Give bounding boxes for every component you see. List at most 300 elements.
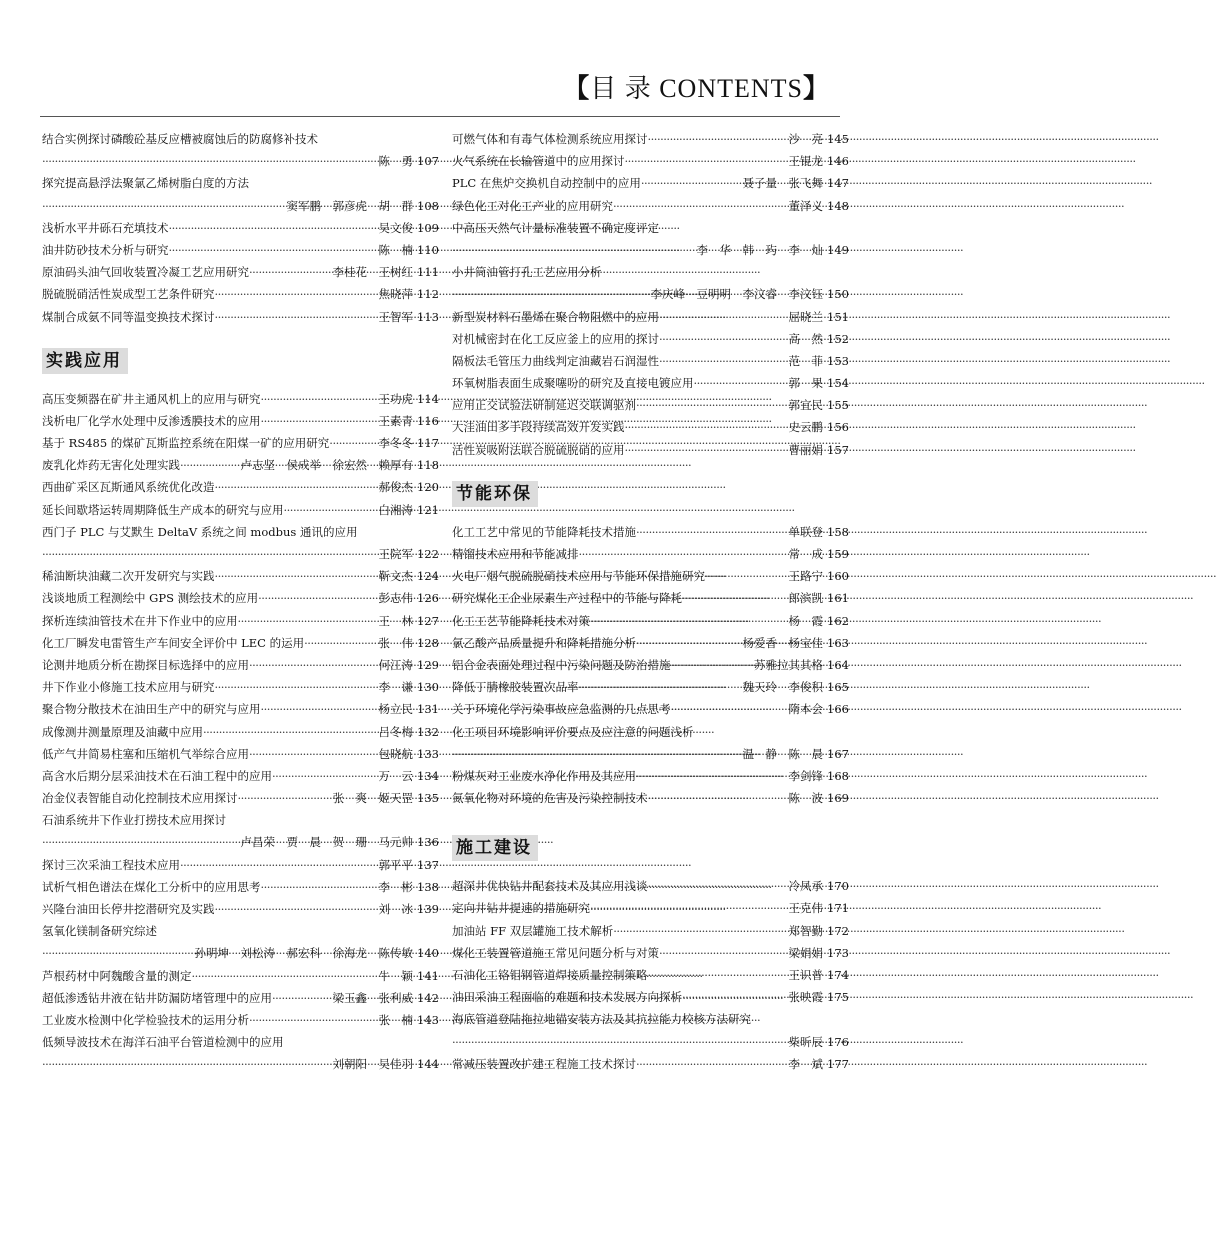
entry-title: 应用正交试验法研制延迟交联调驱剂 [452,398,636,413]
entry-page: 124 [417,569,439,584]
entry-page: 144 [417,1057,439,1072]
contents-title: 目 录 CONTENTS [590,74,803,103]
toc-entry[interactable] [42,721,439,743]
entry-page: 116 [417,413,439,428]
practice-list [42,388,439,1076]
leader-dots [636,765,787,787]
toc-entry[interactable] [452,676,849,698]
toc-entry[interactable] [452,283,849,305]
entry-authors: 李桂花 王树红 [332,265,414,280]
leader-dots [215,898,377,920]
leader-dots [215,476,377,498]
entry-authors: 隋本会 [788,702,824,717]
entry-authors: 张映霞 [788,990,824,1005]
leader-dots [42,195,285,217]
toc-entry[interactable] [42,787,439,809]
entry-authors: 范 菲 [788,353,824,368]
toc-entry[interactable] [42,128,439,150]
entry-title: 化工厂瞬发电雷管生产车间安全评价中 LEC 的运用 [42,635,305,650]
toc-entry[interactable] [42,809,439,831]
entry-page: 160 [827,569,849,584]
entry-page: 109 [417,220,439,235]
toc-entry[interactable] [42,654,439,676]
leader-dots [671,698,787,720]
entry-authors: 陈 波 [788,791,824,806]
toc-entry[interactable] [452,964,849,986]
leader-dots [261,388,377,410]
entry-title: 芦根药材中阿魏酸含量的测定 [42,968,192,983]
entry-title: 加油站 FF 双层罐施工技术解析 [452,923,614,938]
leader-dots [452,1031,787,1053]
entry-title: 油田采油工程面临的难题和技术发展方向探析 [452,990,682,1005]
entry-title: 火电厂烟气脱硫脱硝技术应用与节能环保措施研究 [452,569,705,584]
leader-dots [272,765,377,787]
entry-title: 浅析水平井砾石充填技术 [42,220,169,235]
entry-page: 135 [417,791,439,806]
toc-entry[interactable] [42,410,439,432]
entry-page: 131 [417,702,439,717]
entry-title: 火气系统在长输管道中的应用探讨 [452,154,625,169]
entry-page: 120 [417,480,439,495]
toc-entry[interactable] [452,1031,849,1053]
entry-authors: 王素青 [378,413,414,428]
entry-page: 163 [827,635,849,650]
entry-authors: 董泽义 [788,198,824,213]
leader-dots [659,328,787,350]
entry-title: 稀油断块油藏二次开发研究与实践 [42,569,215,584]
entry-page: 140 [417,946,439,961]
entry-page: 151 [827,309,849,324]
entry-title: 废乳化炸药无害化处理实践 [42,458,180,473]
toc-entry[interactable] [42,876,439,898]
toc-entry[interactable] [452,394,849,416]
toc-entry[interactable] [452,698,849,720]
leader-dots [261,876,377,898]
toc-entry[interactable] [452,587,849,609]
toc-entry[interactable] [42,172,439,194]
entry-title: 铝合金表面处理过程中污染问题及防治措施 [452,657,671,672]
bracket-right: 】 [802,74,830,103]
entry-title: 石油化工铬钼钢管道焊接质量控制策略 [452,968,648,982]
toc-entry[interactable] [42,920,439,942]
entry-authors: 李 彬 [378,879,414,894]
entry-page: 141 [417,968,439,983]
entry-authors: 何江涛 [378,657,414,672]
toc-entry[interactable] [42,898,439,920]
entry-authors: 沙 亮 [788,132,824,146]
toc-entry[interactable] [42,454,439,476]
entry-title: 成像测井测量原理及油藏中应用 [42,724,203,739]
leader-dots [42,831,239,853]
entry-title: 隔板法毛管压力曲线判定油藏岩石润湿性 [452,353,659,368]
entry-page: 154 [827,376,849,391]
leader-dots [180,854,377,876]
entry-authors: 郭 果 [788,376,824,391]
leader-dots [648,875,787,897]
toc-entry[interactable] [42,610,439,632]
entry-title: 原油码头油气回收装置冷凝工艺应用研究 [42,265,249,280]
leader-dots [304,632,376,654]
entry-title: 井下作业小修施工技术应用与研究 [42,680,215,695]
entry-authors: 高 然 [788,331,824,346]
entry-title: 氮氧化物对环境的危害及污染控制技术 [452,791,648,806]
toc-entry[interactable] [42,854,439,876]
entry-page: 114 [417,391,439,406]
entry-authors: 柴昕辰 [788,1034,824,1049]
entry-title: 绿色化工对化工产业的应用研究 [452,198,613,213]
entry-page: 132 [417,724,439,739]
entry-title: 氯乙酸产品质量提升和降耗措施分析 [452,635,636,650]
entry-authors: 李剑锋 [788,768,824,783]
entry-page: 159 [827,547,849,561]
leader-dots [452,239,695,261]
entry-title: 常减压装置改扩建工程施工技术探讨 [452,1056,636,1071]
entry-authors: 孙明坤 刘松涛 郝宏科 徐海龙 陈传敏 [194,946,414,961]
entry-title: 浅析电厂化学水处理中反渗透膜技术的应用 [42,413,261,428]
leader-dots [682,986,787,1008]
entry-page: 176 [827,1034,849,1049]
toc-entry[interactable] [42,476,439,498]
toc-entry[interactable] [452,521,849,543]
leader-dots [42,942,193,964]
toc-entry[interactable] [452,743,849,765]
entry-authors: 单联登 [788,524,824,539]
leader-dots [682,587,787,609]
bracket-left: 【 [563,74,591,103]
entry-page: 133 [417,746,439,761]
entry-title: 论测井地质分析在勘探目标选择中的应用 [42,657,249,672]
leader-dots [648,128,787,150]
entry-page: 111 [417,265,439,280]
entry-title: 降低丁腈橡胶装置次品率 [452,680,579,695]
leader-dots [169,239,377,261]
entry-page: 118 [417,458,439,473]
toc-entry[interactable] [452,128,849,150]
entry-authors: 万 云 [378,768,414,783]
entry-authors: 李 斌 [788,1056,824,1071]
toc-entry[interactable] [452,195,849,217]
entry-authors: 吕冬梅 [378,724,414,739]
leader-dots [284,499,377,521]
leader-dots [613,195,787,217]
toc-entry[interactable] [452,565,849,587]
toc-entry[interactable] [42,217,439,239]
toc-entry[interactable] [42,565,439,587]
entry-page: 169 [827,791,849,806]
entry-authors: 卢志坚 侯成举 徐宏然 赖厚有 [240,458,414,473]
entry-title: 粉煤灰对工业废水净化作用及其应用 [452,768,636,783]
entry-title: 化工项目环境影响评价要点及应注意的问题浅析 [452,724,694,739]
toc-entry[interactable] [452,306,849,328]
toc-entry[interactable] [42,499,439,521]
entry-authors: 王锟龙 [788,154,824,169]
entry-authors: 刘朝阳 吴佳羽 [332,1057,414,1072]
toc-entry[interactable] [452,172,849,194]
entry-authors: 张 楠 [378,1012,414,1027]
entry-title: 探究提高悬浮法聚氯乙烯树脂白度的方法 [42,176,249,191]
entry-title: 精馏技术应用和节能减排 [452,547,579,561]
toc-entry[interactable] [452,632,849,654]
toc-entry[interactable] [42,698,439,720]
entry-page: 164 [827,657,849,672]
leader-dots [671,654,753,676]
entry-page: 153 [827,353,849,368]
entry-authors: 刘 冰 [378,902,414,916]
entry-page: 122 [417,547,439,561]
toc-entry[interactable] [452,897,849,919]
entry-authors: 温 静 陈 晨 [742,746,824,761]
energy-list [452,521,849,809]
entry-page: 162 [827,613,849,628]
entry-page: 136 [417,835,439,850]
toc-entry[interactable] [42,587,439,609]
toc-entry[interactable] [452,875,849,897]
entry-authors: 杨 霞 [788,613,824,628]
entry-authors: 李 谦 [378,680,414,695]
entry-page: 168 [827,768,849,783]
entry-authors: 常 成 [788,547,824,561]
toc-entry[interactable] [452,920,849,942]
entry-authors: 王 林 [378,613,414,628]
contents-header [563,68,830,105]
toc-entry[interactable] [42,765,439,787]
entry-title: 工业废水检测中化学检验技术的运用分析 [42,1012,249,1027]
leader-dots [659,350,787,372]
leader-dots [579,543,787,565]
right-intro-list [452,128,849,461]
leader-dots [659,942,787,964]
entry-title: 对机械密封在化工反应釜上的应用的探讨 [452,331,659,346]
entry-title: 关于环境化学污染事故应急监测的几点思考 [452,702,671,717]
entry-authors: 李 华 韩 玙 李 灿 [696,242,824,257]
entry-page: 127 [417,613,439,628]
entry-title: 结合实例探讨磷酸砼基反应槽被腐蚀后的防腐修补技术 [42,132,318,146]
entry-page: 150 [827,287,849,302]
entry-page: 175 [827,990,849,1005]
leader-dots [705,565,787,587]
entry-page: 172 [827,923,849,938]
toc-entry[interactable] [452,942,849,964]
toc-entry[interactable] [42,1009,439,1031]
entry-title: 定向井钻井提速的措施研究 [452,901,590,916]
entry-page: 171 [827,901,849,916]
entry-title: 化工工艺节能降耗技术对策 [452,613,590,628]
entry-page: 147 [827,176,849,191]
entry-authors: 梁娟娟 [788,945,824,960]
toc-entry[interactable] [452,787,849,809]
entry-page: 143 [417,1012,439,1027]
entry-page: 108 [417,198,439,213]
entry-page: 126 [417,591,439,606]
toc-entry[interactable] [42,521,439,543]
entry-page: 174 [827,968,849,982]
entry-title: 化工工艺中常见的节能降耗技术措施 [452,524,636,539]
entry-title: 中高压天然气计量标准装置不确定度评定 [452,220,659,235]
entry-authors: 李庆峰 豆明明 李汶睿 李汶钰 [650,287,824,302]
entry-title: 环氧树脂表面生成聚噻吩的研究及直接电镀应用 [452,376,694,391]
toc-entry[interactable] [42,306,439,328]
leader-dots [659,306,787,328]
entry-authors: 王智军 [378,309,414,324]
entry-authors: 张 爽 姬天罡 [332,791,414,806]
entry-title: 研究煤化工企业尿素生产过程中的节能与降耗 [452,591,682,606]
entry-title: 海底管道登陆拖拉地锚安装方法及其抗拉能力校核方法研究 [452,1012,751,1027]
leader-dots [249,654,377,676]
toc-entry[interactable] [42,676,439,698]
toc-entry[interactable] [452,543,849,565]
toc-entry[interactable] [42,1053,439,1075]
entry-authors: 吴文俊 [378,220,414,235]
entry-authors: 窦军鹏 郭彦虎 胡 群 [286,198,414,213]
entry-title: 兴隆台油田长停井挖潜研究及实践 [42,902,215,916]
section-heading-construction: 施工建设 [452,835,538,861]
leader-dots [249,261,331,283]
entry-page: 157 [827,442,849,457]
entry-authors: 曹丽娟 [788,442,824,457]
entry-title: 氢氧化镁制备研究综述 [42,924,157,939]
leader-dots [590,610,787,632]
leader-dots [238,787,331,809]
entry-page: 155 [827,398,849,413]
entry-page: 134 [417,768,439,783]
leader-dots [625,150,787,172]
entry-authors: 郭平平 [378,857,414,872]
toc-entry[interactable] [452,372,849,394]
toc-entry[interactable] [452,350,849,372]
leader-dots [261,410,377,432]
toc-entry[interactable] [42,965,439,987]
toc-entry[interactable] [452,654,849,676]
leader-dots [636,1053,787,1075]
entry-page: 117 [417,436,439,451]
toc-entry[interactable] [42,195,439,217]
entry-page: 130 [417,680,439,695]
entry-authors: 魏天玲 李俊积 [742,680,824,695]
entry-title: 可燃气体和有毒气体检测系统应用探讨 [452,132,648,146]
toc-entry[interactable] [42,942,439,964]
toc-entry[interactable] [42,1031,439,1053]
entry-title: 高压变频器在矿井主通风机上的应用与研究 [42,391,261,406]
entry-authors: 张 伟 [378,635,414,650]
entry-title: 新型炭材料石墨烯在聚合物阻燃中的应用 [452,309,659,324]
toc-entry[interactable] [42,150,439,172]
entry-authors: 郝俊杰 [378,480,414,495]
entry-title: PLC 在焦炉交换机自动控制中的应用 [452,176,641,191]
leader-dots [452,743,741,765]
right-column [452,128,849,1075]
left-column [42,128,439,1076]
leader-dots [636,632,741,654]
entry-title: 聚合物分散技术在油田生产中的研究与应用 [42,702,261,717]
entry-title: 小井筒油管打孔工艺应用分析 [452,265,602,280]
toc-entry[interactable] [452,765,849,787]
entry-authors: 王路宁 [788,569,824,584]
entry-authors: 史云鹏 [788,420,824,435]
toc-entry[interactable] [452,239,849,261]
leader-dots [636,394,787,416]
leader-dots [694,372,787,394]
entry-title: 煤制合成氨不同等温变换技术探讨 [42,309,215,324]
toc-entry[interactable] [452,416,849,438]
entry-authors: 梁玉鑫 张利威 [332,990,414,1005]
toc-entry[interactable] [42,283,439,305]
leader-dots [636,521,787,543]
entry-title: 石油系统井下作业打捞技术应用探讨 [42,813,226,828]
entry-authors: 陈 勇 [378,154,414,169]
toc-entry[interactable] [42,987,439,1009]
toc-entry[interactable] [452,721,849,743]
entry-title: 冶金仪表智能自动化控制技术应用探讨 [42,791,238,806]
leader-dots [42,150,377,172]
toc-entry[interactable] [452,261,849,283]
entry-page: 137 [417,857,439,872]
leader-dots [215,676,377,698]
toc-entry[interactable] [42,632,439,654]
entry-authors: 王识普 [788,968,824,982]
toc-entry[interactable] [452,328,849,350]
leader-dots [452,283,649,305]
entry-title: 探析连续油管技术在井下作业中的应用 [42,613,238,628]
entry-title: 活性炭吸附法联合脱硫脱硝的应用 [452,442,625,457]
section-heading-practice: 实践应用 [42,348,128,374]
toc-entry[interactable] [452,986,849,1008]
leader-dots [329,432,376,454]
entry-page: 173 [827,945,849,960]
entry-authors: 陈 楠 [378,242,414,257]
toc-entry[interactable] [452,150,849,172]
entry-page: 170 [827,879,849,894]
entry-page: 138 [417,879,439,894]
toc-entry[interactable] [42,239,439,261]
toc-entry[interactable] [42,543,439,565]
toc-entry[interactable] [452,1053,849,1075]
entry-title: 探讨三次采油工程技术应用 [42,857,180,872]
leader-dots [648,787,787,809]
toc-entry[interactable] [42,388,439,410]
entry-authors: 苏雅拉其其格 [754,657,824,672]
leader-dots [169,217,377,239]
left-intro-list [42,128,439,328]
leader-dots [249,1009,377,1031]
toc-entry[interactable] [42,831,439,853]
leader-dots [215,283,377,305]
entry-page: 161 [827,591,849,606]
entry-authors: 郎滨凯 [788,591,824,606]
toc-entry[interactable] [42,261,439,283]
entry-authors: 屈晓兰 [788,309,824,324]
entry-page: 158 [827,524,849,539]
entry-title: 西曲矿采区瓦斯通风系统优化改造 [42,480,215,495]
toc-entry[interactable] [452,1008,849,1030]
entry-page: 167 [827,746,849,761]
leader-dots [238,610,377,632]
toc-entry[interactable] [42,432,439,454]
toc-entry[interactable] [452,439,849,461]
toc-entry[interactable] [452,610,849,632]
entry-authors: 郭宜民 [788,398,824,413]
entry-page: 107 [417,154,439,169]
entry-page: 110 [417,242,439,257]
construction-list [452,875,849,1075]
entry-page: 152 [827,331,849,346]
toc-entry[interactable] [452,217,849,239]
toc-entry[interactable] [42,743,439,765]
entry-page: 128 [417,635,439,650]
leader-dots [648,964,787,986]
entry-title: 低频导波技术在海洋石油平台管道检测中的应用 [42,1035,284,1050]
entry-page: 165 [827,680,849,695]
entry-page: 148 [827,198,849,213]
